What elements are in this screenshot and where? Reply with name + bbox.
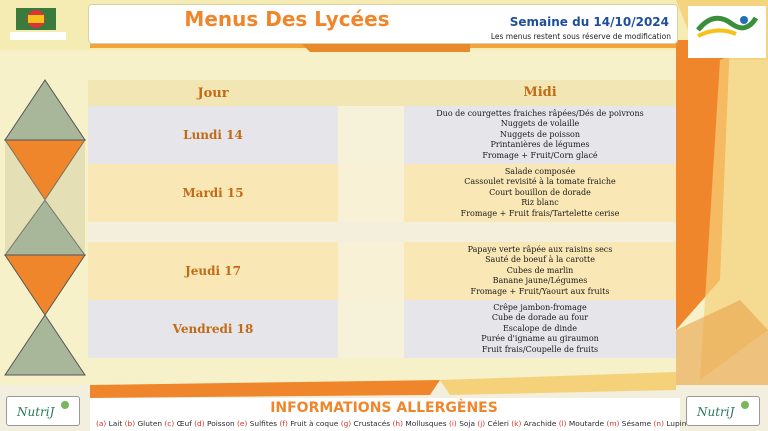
meal-item: Sauté de boeuf à la carotte — [485, 255, 595, 265]
meal-item: Escalope de dinde — [502, 323, 578, 333]
allergen-item: (a) Lait — [96, 419, 123, 428]
allergen-item: (l) Moutarde — [558, 419, 605, 428]
allergens-title: INFORMATIONS ALLERGÈNES — [270, 400, 498, 416]
meal-item: Fruit frais/Coupelle de fruits — [481, 344, 599, 354]
meal-item: Cube de dorade au four — [491, 313, 589, 323]
allergen-item: (n) Lupin — [653, 419, 687, 428]
meal-item: Cubes de marlin — [506, 265, 574, 275]
meal-item: Printanières de légumes — [490, 140, 590, 150]
school-logo — [6, 6, 76, 42]
meal-item: Fromage + Fruit/Corn glacé — [482, 150, 598, 160]
menu-row-empty — [88, 222, 676, 242]
allergens-legend — [96, 419, 686, 428]
column-header-day: Jour — [88, 80, 338, 106]
allergen-item: (j) Céleri — [477, 419, 509, 428]
allergen-item: (h) Mollusques — [392, 419, 447, 428]
meal-list — [404, 106, 676, 164]
column-gap — [338, 80, 404, 106]
meal-item: Court bouillon de dorade — [489, 187, 591, 197]
meal-item: Purée d'igname au giraumon — [481, 334, 599, 344]
allergen-item: (k) Arachide — [511, 419, 557, 428]
day-label: Jeudi 17 — [88, 242, 338, 300]
meal-item: Papaye verte râpée aux raisins secs — [467, 244, 613, 254]
meal-list — [404, 300, 676, 358]
allergen-item: (c) Œuf — [164, 419, 192, 428]
allergen-item: (f) Fruit à coque — [279, 419, 339, 428]
meal-item: Nuggets de volaille — [500, 119, 580, 129]
svg-text:NutriJ: NutriJ — [697, 405, 735, 419]
allergen-item: (b) Gluten — [124, 419, 163, 428]
allergen-item: (g) Crustacés — [340, 419, 391, 428]
meal-item: Fromage + Fruit frais/Tartelette cerise — [460, 208, 620, 218]
allergen-item: (i) Soja — [449, 419, 475, 428]
meal-list — [404, 164, 676, 222]
meal-item: Nuggets de poisson — [499, 129, 581, 139]
svg-text:NutriJ: NutriJ — [17, 405, 55, 419]
meal-item: Duo de courgettes fraiches râpées/Dés de poivrons — [436, 108, 644, 118]
column-header-midi: Midi — [404, 80, 676, 106]
meal-item: Salade composée — [504, 166, 576, 176]
menu-table — [88, 80, 676, 358]
page-title: Menus Des Lycées — [184, 7, 390, 31]
allergen-item: (d) Poisson — [194, 419, 235, 428]
page-header — [88, 4, 678, 44]
menu-row-friday — [88, 300, 676, 358]
menu-row-thursday — [88, 242, 676, 300]
meal-item: Riz blanc — [521, 198, 559, 208]
meal-item: Fromage + Fruit/Yaourt aux fruits — [470, 286, 610, 296]
menu-row-tuesday — [88, 164, 676, 222]
menu-header-row — [88, 80, 676, 106]
week-label: Semaine du 14/10/2024 — [509, 15, 669, 29]
meal-item: Banane jaune/Légumes — [492, 276, 588, 286]
region-guadeloupe-logo — [688, 6, 766, 58]
disclaimer-note: Les menus restent sous réserve de modification — [490, 32, 671, 41]
menu-row-monday — [88, 106, 676, 164]
day-label: Vendredi 18 — [88, 300, 338, 358]
meal-item: Cassoulet revisité à la tomate fraiche — [464, 177, 616, 187]
allergen-item: (e) Sulfites — [237, 419, 278, 428]
day-label: Lundi 14 — [88, 106, 338, 164]
allergen-item: (m) Sésame — [606, 419, 652, 428]
meal-list — [404, 242, 676, 300]
day-label: Mardi 15 — [88, 164, 338, 222]
meal-item: Crêpe jambon-fromage — [493, 302, 587, 312]
